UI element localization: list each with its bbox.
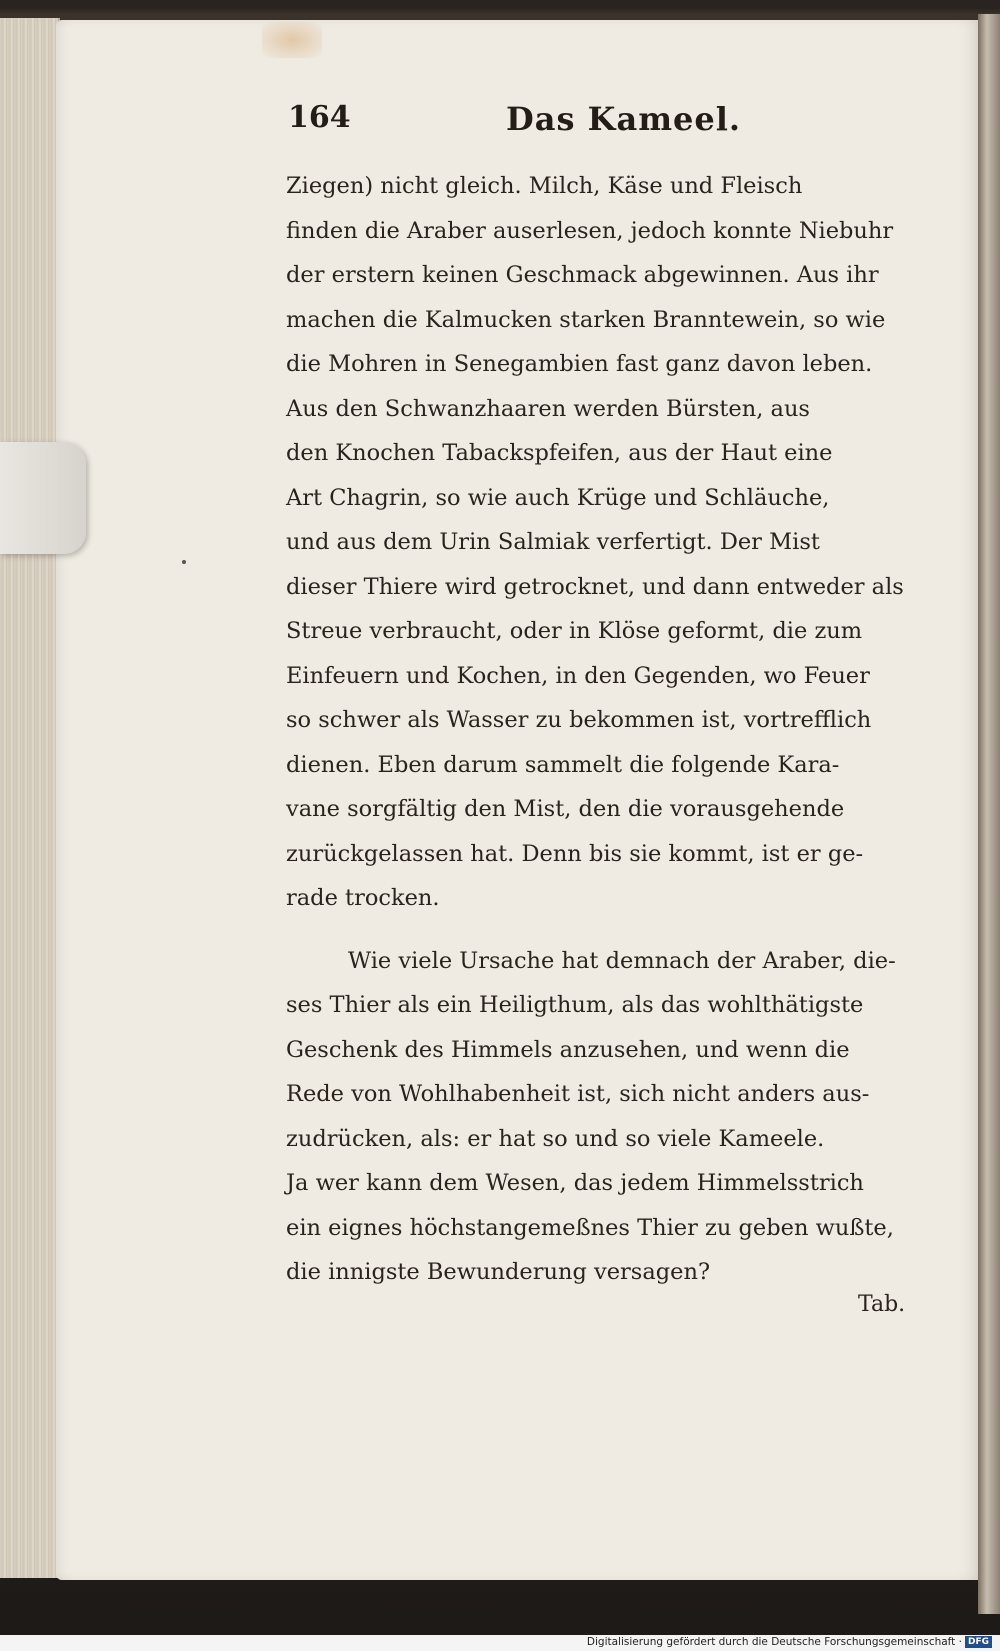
text-line: Ja wer kann dem Wesen, das jedem Himmelsstrich [286,1170,864,1196]
page-number: 164 [288,100,351,135]
text-line: Wie viele Ursache hat demnach der Araber, die- [348,947,896,974]
text-line: den Knochen Tabackspfeifen, aus der Haut eine [286,440,833,466]
paper-stain [262,22,322,58]
text-line: und aus dem Urin Salmiak verfertigt. Der Mist [286,529,820,555]
credit-text: Digitalisierung gefördert durch die Deutsche Forschungsgemeinschaft · [586,1636,962,1648]
body-text [286,164,922,1295]
text-line: Rede von Wohlhabenheit ist, sich nicht anders aus- [286,1081,870,1107]
page-right-edge [978,14,1000,1614]
text-line: zudrücken, als: er hat so und so viele Kameele. [286,1125,825,1152]
text-line: Aus den Schwanzhaaren werden Bürsten, aus [286,395,810,422]
text-line: Geschenk des Himmels anzusehen, und wenn die [286,1036,850,1063]
text-line: machen die Kalmucken starken Branntewein, so wie [286,306,886,333]
page-header [288,100,928,144]
text-line: rade trocken. [286,885,440,911]
text-line: dienen. Eben darum sammelt die folgende Kara- [286,751,840,778]
catchword: Tab. [858,1292,906,1317]
page-stack-edges [0,18,60,1578]
ink-speck [182,560,186,564]
paragraph-gap [286,921,922,939]
text-line: zurückgelassen hat. Denn bis sie kommt, ist er ge- [286,840,864,867]
text-line: so schwer als Wasser zu bekommen ist, vortrefflich [286,707,872,733]
text-line: vane sorgfältig den Mist, den die vorausgehende [286,796,845,822]
running-title: Das Kameel. [506,100,742,138]
text-line: ein eignes höchstangemeßnes Thier zu geben wußte, [286,1214,894,1241]
text-line: ses Thier als ein Heiligthum, als das wohlthätigste [286,992,864,1018]
text-line: Ziegen) nicht gleich. Milch, Käse und Fleisch [286,173,803,199]
text-line: der erstern keinen Geschmack abgewinnen. Aus ihr [286,262,879,288]
text-line: die innigste Bewunderung versagen? [286,1259,711,1285]
digitization-credit [587,1636,992,1648]
text-line: die Mohren in Senegambien fast ganz davon leben. [286,351,873,377]
text-line: dieser Thiere wird getrocknet, und dann entweder als [286,573,904,600]
dfg-logo: DFG [965,1636,992,1648]
text-line: Streue verbraucht, oder in Klöse geformt, die zum [286,618,863,644]
text-line: Einfeuern und Kochen, in den Gegenden, wo Feuer [286,662,870,689]
bookmark-tab [0,442,86,554]
text-line: finden die Araber auserlesen, jedoch konnte Niebuhr [286,217,894,244]
text-line: Art Chagrin, so wie auch Krüge und Schläuche, [286,484,830,511]
